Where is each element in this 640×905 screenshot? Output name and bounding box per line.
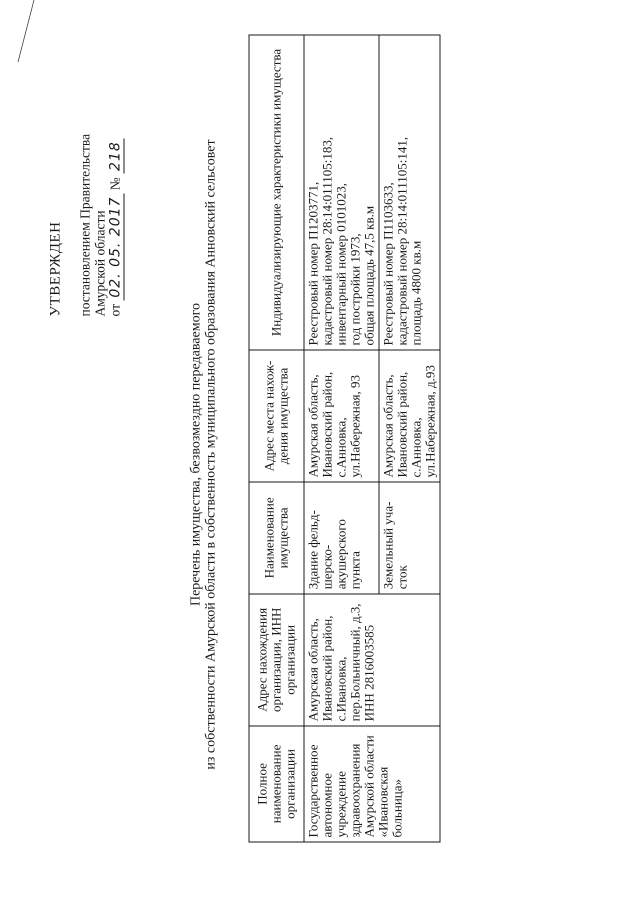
property-characteristics-cell (379, 35, 440, 350)
org-inn-text: ИНН 2816003585 (361, 624, 377, 722)
org-address-text: Амурская область, Ивановский район, с.Ивановка, пер.Больничный, д.3, (305, 603, 363, 722)
header-property-address: Адрес места нахож-дения имущества (249, 350, 304, 482)
property-address-cell: Амурская область, Ивановский район, с.Анновка, ул.Набережная, д.93 (379, 350, 440, 482)
approval-number-prefix: № (107, 177, 123, 191)
header-org-address: Адрес нахождения организации, ИНН организации (249, 594, 304, 726)
org-name-cell: Государственное автономное учреждение здравоохранения Амурской области «Ивановская больница» (304, 726, 440, 842)
approval-heading: УТВЕРЖДЕН (47, 221, 64, 317)
approval-block (49, 47, 124, 317)
property-name-cell: Земельный уча-сток (379, 482, 440, 594)
property-characteristics-cell (304, 35, 379, 350)
characteristic-line: общая площадь 47,5 кв.м (361, 205, 377, 346)
header-org-name: Полное наименование организации (249, 726, 304, 842)
property-table (249, 35, 441, 843)
title-line-1: Перечень имущества, безвозмездно передаваемого (188, 303, 204, 607)
approval-date-prefix: от (107, 304, 123, 317)
property-address-cell: Амурская область, Ивановский район, с.Анновка, ул.Набережная, 93 (304, 350, 379, 482)
document-title (189, 65, 219, 845)
characteristic-line: Реестровый номер П1103633, (380, 182, 396, 346)
characteristic-line: кадастровый номер 28:14:011105:183, (319, 136, 335, 346)
characteristic-line: Реестровый номер П1203771, (305, 181, 321, 346)
org-address-cell (304, 594, 440, 726)
property-name-cell: Здание фельд-шерско-акушерского пункта (304, 482, 379, 594)
document-page (21, 20, 621, 885)
header-property-name: Наименование имущества (249, 482, 304, 594)
table-header-row (249, 35, 304, 842)
header-characteristics: Индивидуализирующие характеристики имущества (249, 35, 304, 350)
approval-date-handwritten: 02. 05. 2017 (108, 194, 125, 301)
characteristic-line: год постройки 1973, (347, 233, 363, 346)
approval-line-1: постановлением Правительства (77, 133, 93, 317)
approval-date-line (108, 47, 124, 317)
characteristic-line: инвентарный номер 0101023, (333, 183, 349, 346)
characteristic-line: кадастровый номер 28:14:011105:141, (394, 136, 410, 346)
title-line-2: из собственности Амурской области в собственность муниципального образования Анновский сельсовет (203, 139, 219, 770)
approval-line-2: Амурской области (92, 210, 108, 317)
approval-number-handwritten: 218 (108, 138, 125, 174)
characteristic-line: площадь 4800 кв.м (408, 240, 424, 346)
table-row (304, 35, 379, 842)
